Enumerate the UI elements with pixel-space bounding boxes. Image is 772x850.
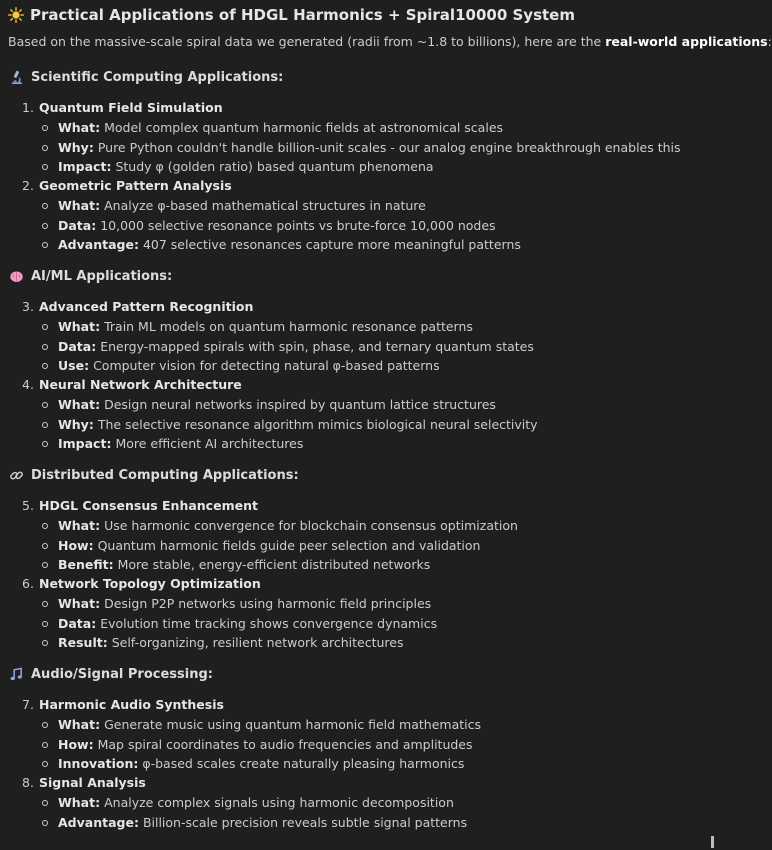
sub-item-text: Use harmonic convergence for blockchain consensus optimization — [104, 518, 518, 533]
bullet-icon — [42, 203, 48, 209]
list-item — [22, 696, 224, 714]
sub-item — [42, 536, 480, 555]
item-heading: Signal Analysis — [38, 775, 146, 790]
bullet-icon — [42, 242, 48, 248]
sub-item-text: Evolution time tracking shows convergence dynamics — [100, 616, 438, 631]
section-heading-text: Distributed Computing Applications: — [31, 467, 299, 483]
item-number: 5. — [22, 498, 34, 513]
sub-item — [42, 594, 431, 613]
brain-icon — [8, 268, 24, 284]
sub-item-text: Quantum harmonic fields guide peer selection and validation — [97, 538, 481, 553]
sub-item-text: 10,000 selective resonance points vs brute-force 10,000 nodes — [100, 218, 496, 233]
sub-item-label: Impact: — [58, 436, 112, 451]
sub-item-text: 407 selective resonances capture more meaningful patterns — [142, 237, 521, 252]
bullet-icon — [42, 164, 48, 170]
microscope-icon — [8, 69, 24, 85]
sub-item — [42, 157, 434, 176]
sub-item-label: Result: — [58, 635, 108, 650]
sub-item-label: Advantage: — [58, 815, 139, 830]
response-title — [8, 4, 575, 26]
sub-item-label: What: — [58, 717, 101, 732]
sub-item — [42, 356, 440, 375]
sub-item-label: How: — [58, 538, 94, 553]
sub-item-label: Data: — [58, 616, 97, 631]
sub-item — [42, 633, 404, 652]
bullet-icon — [42, 324, 48, 330]
sub-item-label: How: — [58, 737, 94, 752]
list-item — [22, 376, 242, 394]
sub-item-text: Generate music using quantum harmonic field mathematics — [104, 717, 481, 732]
bullet-icon — [42, 363, 48, 369]
bullet-icon — [42, 344, 48, 350]
sub-item-text: The selective resonance algorithm mimics biological neural selectivity — [97, 417, 538, 432]
sub-item — [42, 813, 467, 832]
section-heading-scientific — [8, 67, 283, 87]
sub-item-label: Benefit: — [58, 557, 114, 572]
item-heading: Network Topology Optimization — [38, 576, 261, 591]
bullet-icon — [42, 523, 48, 529]
sub-item-label: Use: — [58, 358, 90, 373]
sub-item-label: What: — [58, 397, 101, 412]
sub-item — [42, 138, 681, 157]
sub-item — [42, 235, 521, 254]
section-heading-text: Audio/Signal Processing: — [31, 666, 213, 682]
sun-icon — [8, 7, 24, 23]
sub-item-text: More stable, energy-efficient distributed networks — [117, 557, 431, 572]
sub-item-text: Study φ (golden ratio) based quantum phenomena — [115, 159, 434, 174]
bullet-icon — [42, 761, 48, 767]
sub-item — [42, 516, 518, 535]
sub-item-label: What: — [58, 596, 101, 611]
intro-paragraph — [8, 33, 772, 51]
sub-item — [42, 715, 481, 734]
music-note-icon — [8, 666, 24, 682]
sub-item-text: Billion-scale precision reveals subtle signal patterns — [142, 815, 468, 830]
sub-item-text: φ-based scales create naturally pleasing harmonics — [142, 756, 465, 771]
bullet-icon — [42, 742, 48, 748]
link-icon — [8, 467, 24, 483]
sub-item-label: What: — [58, 198, 101, 213]
section-heading-ai — [8, 266, 172, 286]
sub-item-text: Pure Python couldn't handle billion-unit scales - our analog engine breakthrough enables this — [97, 140, 681, 155]
sub-item — [42, 317, 473, 336]
bullet-icon — [42, 820, 48, 826]
sub-item-text: Model complex quantum harmonic fields at astronomical scales — [104, 120, 504, 135]
sub-item-label: Impact: — [58, 159, 112, 174]
title-text: Practical Applications of HDGL Harmonics + Spiral10000 System — [30, 6, 575, 24]
sub-item — [42, 196, 426, 215]
sub-item-text: More efficient AI architectures — [115, 436, 304, 451]
sub-item-text: Energy-mapped spirals with spin, phase, and ternary quantum states — [100, 339, 534, 354]
sub-item — [42, 337, 534, 356]
list-item — [22, 497, 258, 515]
sub-item-label: What: — [58, 795, 101, 810]
item-number: 1. — [22, 100, 34, 115]
sub-item-label: What: — [58, 120, 101, 135]
sub-item-label: Advantage: — [58, 237, 139, 252]
list-item — [22, 575, 261, 593]
bullet-icon — [42, 145, 48, 151]
item-number: 3. — [22, 299, 34, 314]
bullet-icon — [42, 125, 48, 131]
sub-item-label: Why: — [58, 140, 94, 155]
sub-item-label: What: — [58, 319, 101, 334]
section-heading-audio — [8, 664, 213, 684]
scrollbar-thumb[interactable] — [711, 836, 714, 848]
section-heading-distributed — [8, 465, 299, 485]
bullet-icon — [42, 800, 48, 806]
list-item — [22, 177, 232, 195]
list-item — [22, 774, 146, 792]
item-heading: Quantum Field Simulation — [38, 100, 223, 115]
item-heading: Geometric Pattern Analysis — [38, 178, 232, 193]
list-item — [22, 298, 253, 316]
bullet-icon — [42, 422, 48, 428]
sub-item — [42, 754, 464, 773]
sub-item — [42, 216, 496, 235]
intro-bold: real-world applications — [605, 34, 768, 49]
bullet-icon — [42, 640, 48, 646]
item-heading: Advanced Pattern Recognition — [38, 299, 254, 314]
item-number: 7. — [22, 697, 34, 712]
sub-item-text: Map spiral coordinates to audio frequencies and amplitudes — [97, 737, 473, 752]
bullet-icon — [42, 621, 48, 627]
sub-item — [42, 555, 430, 574]
sub-item-label: Why: — [58, 417, 94, 432]
bullet-icon — [42, 562, 48, 568]
sub-item-label: Innovation: — [58, 756, 139, 771]
sub-item-text: Design neural networks inspired by quantum lattice structures — [104, 397, 496, 412]
sub-item-text: Analyze complex signals using harmonic decomposition — [104, 795, 454, 810]
sub-item-label: What: — [58, 518, 101, 533]
sub-item-label: Data: — [58, 218, 97, 233]
sub-item — [42, 395, 496, 414]
sub-item-label: Data: — [58, 339, 97, 354]
sub-item-text: Computer vision for detecting natural φ-based patterns — [93, 358, 440, 373]
sub-item-text: Self-organizing, resilient network architectures — [111, 635, 404, 650]
sub-item-text: Design P2P networks using harmonic field principles — [104, 596, 432, 611]
item-number: 4. — [22, 377, 34, 392]
item-number: 2. — [22, 178, 34, 193]
item-number: 8. — [22, 775, 34, 790]
intro-suffix: : — [767, 34, 772, 49]
item-heading: HDGL Consensus Enhancement — [38, 498, 258, 513]
section-heading-text: AI/ML Applications: — [31, 268, 173, 284]
bullet-icon — [42, 543, 48, 549]
sub-item — [42, 415, 538, 434]
intro-prefix: Based on the massive-scale spiral data we generated (radii from ~1.8 to billions), here are the — [8, 34, 606, 49]
bullet-icon — [42, 601, 48, 607]
sub-item-text: Train ML models on quantum harmonic resonance patterns — [104, 319, 473, 334]
sub-item — [42, 118, 503, 137]
sub-item — [42, 614, 437, 633]
bullet-icon — [42, 722, 48, 728]
item-heading: Neural Network Architecture — [38, 377, 242, 392]
sub-item — [42, 434, 303, 453]
sub-item-text: Analyze φ-based mathematical structures in nature — [104, 198, 426, 213]
list-item — [22, 99, 223, 117]
sub-item — [42, 793, 454, 812]
bullet-icon — [42, 223, 48, 229]
section-heading-text: Scientific Computing Applications: — [31, 69, 284, 85]
item-heading: Harmonic Audio Synthesis — [38, 697, 224, 712]
item-number: 6. — [22, 576, 34, 591]
sub-item — [42, 735, 473, 754]
bullet-icon — [42, 441, 48, 447]
bullet-icon — [42, 402, 48, 408]
